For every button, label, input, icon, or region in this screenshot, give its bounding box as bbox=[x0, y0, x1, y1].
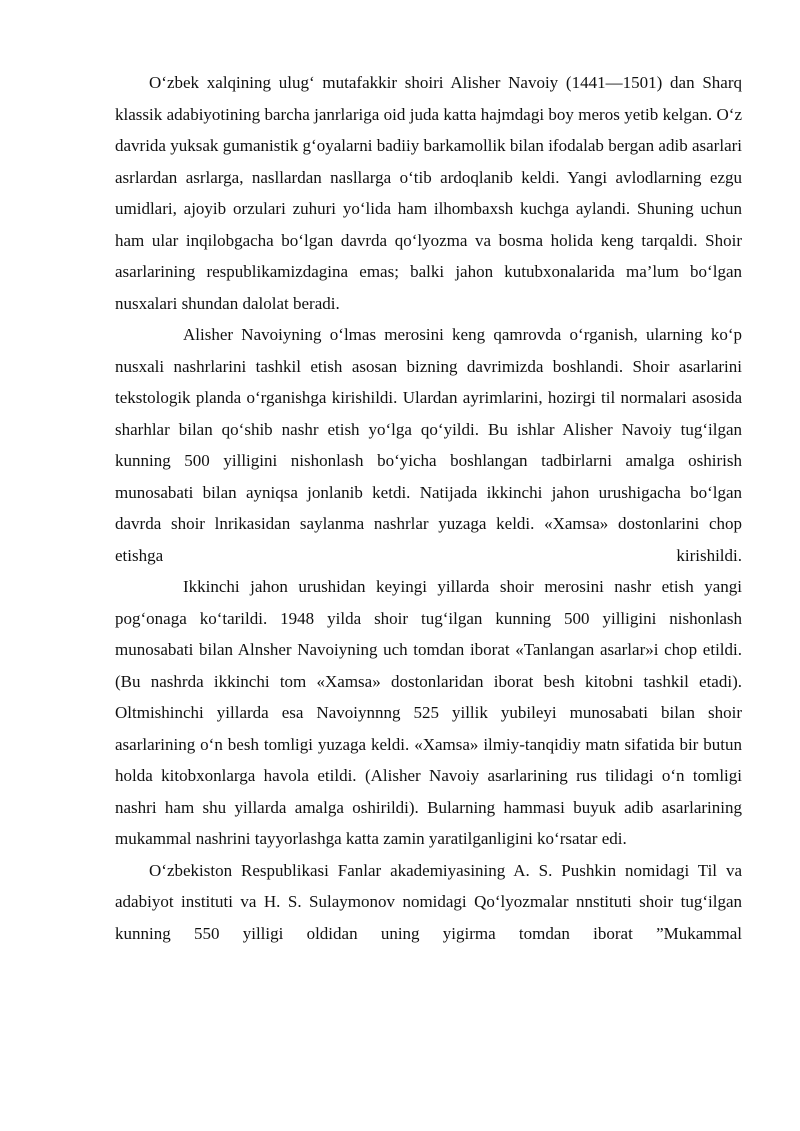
paragraph-3: Ikkinchi jahon urushidan keyingi yillarda shoir merosini nashr etish yangi pog‘onaga ko‘tarildi. 1948 yilda shoir tug‘ilgan kunning 500 yilligini nishonlash munosabati bilan Alnsher Navoiyning uch tomdan iborat «Tanlangan asarlar»i chop etildi. (Bu nashrda ikkinchi tom «Xamsa» dostonlaridan iborat besh kitobni tashkil etadi). Oltmishinchi yillarda esa Navoiynnng 525 yillik yubileyi munosabati bilan shoir asarlarining o‘n besh tomligi yuzaga keldi. «Xamsa» ilmiy-tanqidiy matn sifatida bir butun holda kitobxonlarga havola etildi. (Alisher Navoiy asarlarining rus tilidagi o‘n tomligi nashri ham shu yillarda amalga oshirildi). Bularning hammasi buyuk adib asarlarining mukammal nashrini tayyorlashga katta zamin yaratilganligini ko‘rsatar edi. bbox=[115, 577, 742, 848]
document-body bbox=[115, 67, 742, 949]
paragraph-2: Alisher Navoiyning o‘lmas merosini keng qamrovda o‘rganish, ularning ko‘p nusxali nashrlarini tashkil etish asosan bizning davrimizda boshlandi. Shoir asarlarini tekstologik planda o‘rganishga kirishildi. Ulardan ayrimlarini, hozirgi til normalari asosida sharhlar bilan qo‘shib nashr etish yo‘lga qo‘yildi. Bu ishlar Alisher Navoiy tug‘ilgan kunning 500 yilligini nishonlash bo‘yicha boshlangan tadbirlarni amalga oshirish munosabati bilan ayniqsa jonlanib ketdi. Natijada ikkinchi jahon urushigacha bo‘lgan davrda shoir lnrikasidan saylanma nashrlar yuzaga keldi. «Xamsa» dostonlarini chop etishga kirishildi. bbox=[115, 325, 742, 565]
paragraph-4: O‘zbekiston Respublikasi Fanlar akademiyasining A. S. Pushkin nomidagi Til va adabiyot instituti va H. S. Sulaymonov nomidagi Qo‘lyozmalar nnstituti shoir tug‘ilgan kunning 550 yilligi oldidan uning yigirma tomdan iborat ”Mukammal bbox=[115, 860, 742, 943]
paragraph-1: O‘zbek xalqining ulug‘ mutafakkir shoiri Alisher Navoiy (1441—1501) dan Sharq klassik adabiyotining barcha janrlariga oid juda katta hajmdagi boy meros yetib kelgan. O‘z davrida yuksak gumanistik g‘oyalarni badiiy barkamollik bilan ifodalab bergan adib asarlari asrlardan asrlarga, nasllardan nasllarga o‘tib ardoqlanib keldi. Yangi avlodlarning ezgu umidlari, ajoyib orzulari zuhuri yo‘lida ham ilhombaxsh kuchga aylandi. Shuning uchun ham ular inqilobgacha bo‘lgan davrda qo‘lyozma va bosma holida keng tarqaldi. Shoir asarlarining respublikamizdagina emas; balki jahon kutubxonalarida ma’lum bo‘lgan nusxalari shundan dalolat beradi. bbox=[115, 73, 742, 313]
